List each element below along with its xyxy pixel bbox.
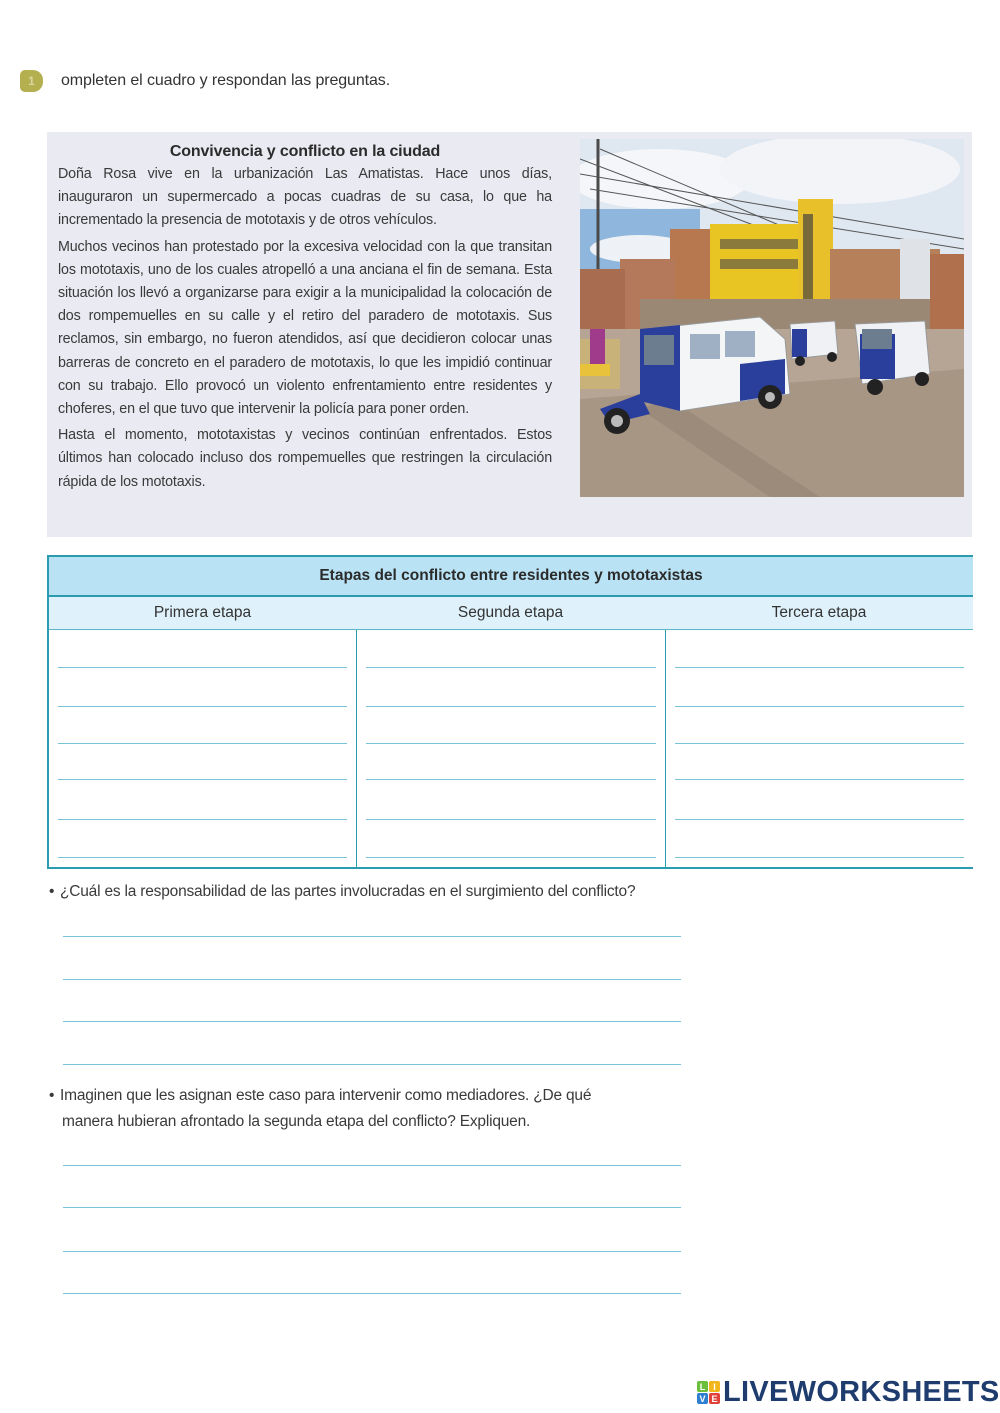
question-2-answer-line[interactable] [63,1165,681,1166]
question-1-answer-line[interactable] [63,979,681,980]
question-responsibility [49,879,635,905]
logo-tile-v: V [697,1393,708,1404]
column-header-second-stage: Segunda etapa [457,604,564,621]
reading-title: Convivencia y conflicto en la ciudad [169,143,441,160]
question-1-answer-line[interactable] [63,1064,681,1065]
answer-line[interactable] [675,743,964,744]
logo-tile-i: I [709,1381,720,1392]
logo-text: LIVEWORKSHEETS [723,1376,1000,1408]
answer-line[interactable] [366,819,656,820]
answer-line[interactable] [58,819,347,820]
question-text: ¿Cuál es la responsabilidad de las partes involucradas en el surgimiento del conflicto? [60,883,636,900]
answer-line[interactable] [366,743,656,744]
answer-line[interactable] [675,667,964,668]
photo-illustration [580,139,964,497]
reading-paragraph: Muchos vecinos han protestado por la excesiva velocidad con la que transitan los mototaxis, uno de los cuales atropelló a una anciana el fin de semana. Esta situación los llevó a organizarse para exigir a la municipalidad la colocación de dos rompemuelles en su calle y el retiro del paradero de mototaxis. Sus reclamos, sin embargo, no fueron atendidos, así que decidieron colocar unas barreras de concreto en el paradero de mototaxis, lo que les impidió continuar con su trabajo. Ello provocó un violento enfrentamiento entre residentes y choferes, en el que tuvo que intervenir la policía para poner orden. [58,238,552,418]
reading-panel [47,132,972,537]
first-stage-answer-area[interactable] [49,630,356,867]
answer-line[interactable] [675,779,964,780]
answer-line[interactable] [675,706,964,707]
logo-tiles-icon [697,1381,720,1404]
question-2-answer-line[interactable] [63,1251,681,1252]
conflict-stages-table [47,555,973,869]
question-text-line-1: Imaginen que les asignan este caso para intervenir como mediadores. ¿De qué [60,1087,592,1104]
question-mediation [49,1083,591,1135]
answer-line[interactable] [675,857,964,858]
answer-line[interactable] [366,857,656,858]
table-title: Etapas del conflicto entre residentes y mototaxistas [49,557,973,597]
column-header-third-stage: Tercera etapa [771,604,867,621]
answer-line[interactable] [58,743,347,744]
instruction [20,70,390,92]
answer-line[interactable] [58,779,347,780]
reading-text [58,140,552,497]
answer-line[interactable] [675,819,964,820]
second-stage-answer-area[interactable] [356,630,665,867]
logo-tile-e: E [709,1393,720,1404]
logo-tile-l: L [697,1381,708,1392]
question-text-line-2: manera hubieran afrontado la segunda etapa del conflicto? Expliquen. [62,1113,531,1130]
mototaxi-street-photo [580,139,964,497]
answer-line[interactable] [366,667,656,668]
reading-paragraph: Doña Rosa vive en la urbanización Las Amatistas. Hace unos días, inauguraron un supermercado a pocas cuadras de su casa, lo que ha incrementado la presencia de mototaxis y de otros vehículos. [58,166,552,229]
reading-paragraph: Hasta el momento, mototaxistas y vecinos continúan enfrentados. Estos últimos han colocado incluso dos rompemuelles que restringen la circulación rápida de los mototaxis. [58,427,552,490]
bullet: • [49,1087,55,1104]
answer-line[interactable] [366,706,656,707]
activity-number-badge: 1 [20,70,43,92]
answer-line[interactable] [58,857,347,858]
column-header-first-stage: Primera etapa [153,604,252,621]
question-2-answer-line[interactable] [63,1207,681,1208]
table-header-row [49,597,973,630]
answer-line[interactable] [58,667,347,668]
third-stage-answer-area[interactable] [665,630,973,867]
answer-line[interactable] [58,706,347,707]
answer-line[interactable] [366,779,656,780]
table-body [49,630,973,867]
question-2-answer-line[interactable] [63,1293,681,1294]
liveworksheets-logo [697,1378,1000,1407]
instruction-text: ompleten el cuadro y respondan las preguntas. [61,72,391,89]
question-1-answer-line[interactable] [63,1021,681,1022]
question-1-answer-line[interactable] [63,936,681,937]
bullet: • [49,883,55,900]
